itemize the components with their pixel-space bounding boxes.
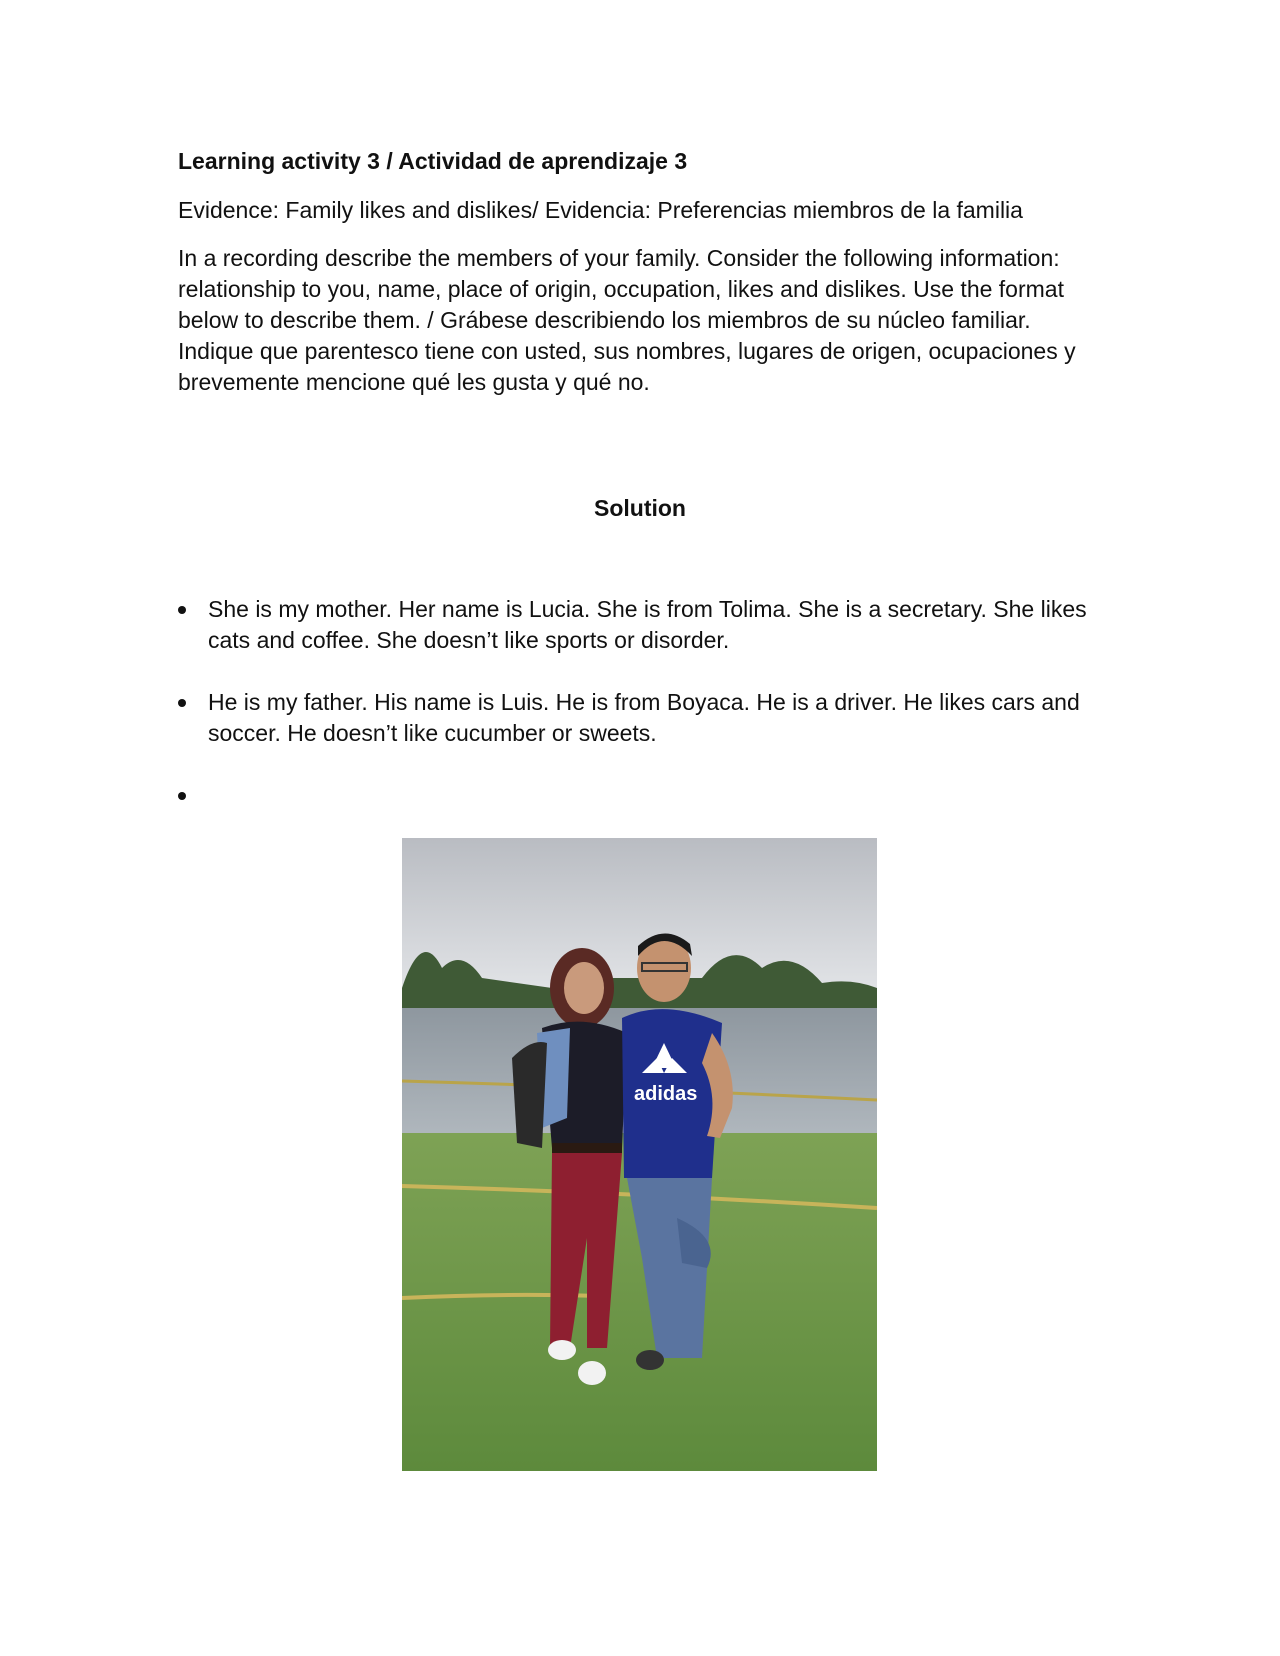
bullet-icon (178, 606, 186, 614)
solution-heading: Solution (594, 495, 686, 521)
instructions-paragraph: In a recording describe the members of your family. Consider the following information: relationship to you, name, place of origin, occupation, likes and dislikes. Use the format below to describe them. / Grábese describiendo los miembros de su núcleo familiar. Indique que parentesco tiene con usted, sus nombres, lugares de origen, ocupaciones y brevemente mencione qué les gusta y qué no. (178, 245, 1076, 395)
list-item-father (178, 687, 1098, 749)
shirt-logo: adidas (634, 1083, 698, 1105)
page-title: Learning activity 3 / Actividad de aprendizaje 3 (178, 148, 688, 174)
solution-list (178, 594, 1098, 842)
bullet-icon (178, 792, 186, 800)
list-item-mother (178, 594, 1098, 656)
list-item-empty (178, 780, 1098, 811)
list-item-text: She is my mother. Her name is Lucia. She is from Tolima. She is a secretary. She likes cats and coffee. She doesn’t like sports or disorder. (208, 596, 1087, 653)
family-photo (402, 838, 877, 1471)
bullet-icon (178, 699, 186, 707)
list-item-text: He is my father. His name is Luis. He is from Boyaca. He is a driver. He likes cars and soccer. He doesn’t like cucumber or sweets. (208, 689, 1080, 746)
evidence-line: Evidence: Family likes and dislikes/ Evidencia: Preferencias miembros de la familia (178, 197, 1023, 223)
